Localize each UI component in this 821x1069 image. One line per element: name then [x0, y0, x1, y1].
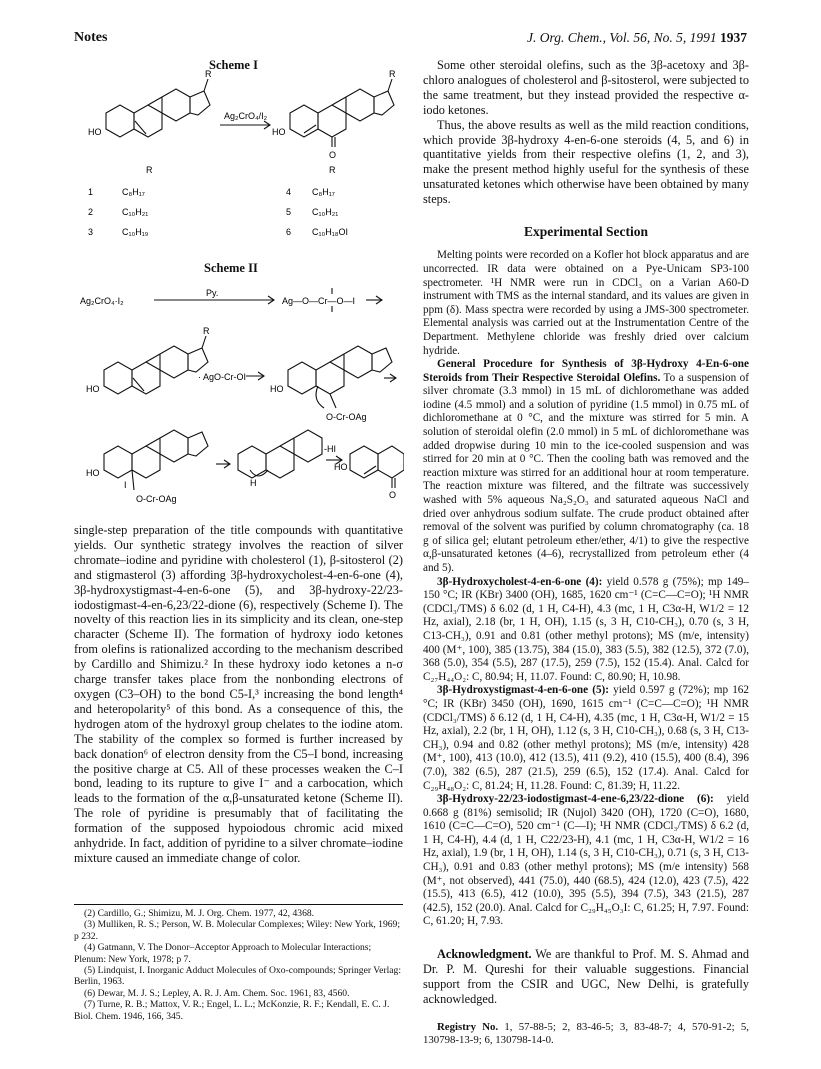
scheme-1-row1-num-l: 1 — [88, 187, 94, 197]
scheme-2-drawing — [74, 258, 404, 516]
acknowledgment-heading: Acknowledgment. — [437, 947, 532, 962]
compound-5-body: yield 0.597 g (72%); mp 162 °C; IR (KBr) 3450 (OH), 1690, 1615 cm⁻¹ (C=C—C=O); ¹H NMR (CDCl₃/TMS) δ 6.12 (d, 1 H, C4-H), 4.35 (mc, 1 H, C3α-H, W1/2 = 15 Hz, axial), 2.2 (br, 1 H, OH), 1.12 (s, 3 H, C10-CH₃), 0.68 (s, 3 H, C13-CH₃), 0.94 and 0.82 (other methyl protons); MS (m/e, intensity) 428 (M⁺, 100), 413 (10.0), 412 (13.5), 411 (9.2), 410 (15.5), 400 (8.4), 396 (7.0), 382 (6.5), 287 (21.5), 259 (6.5), 152 (17.4). Anal. Calcd for C₂₉H₄₈O₂: C, 81.24; H, 11.28. Found: C, 81.39; H, 11.22. — [423, 684, 749, 792]
registry-heading: Registry No. — [437, 1020, 499, 1033]
scheme-2-hydrogen: H — [250, 478, 257, 488]
scheme-1-oxo: O — [329, 150, 337, 160]
scheme-1-row2-r-l: C₁₀H₂₁ — [122, 207, 149, 217]
running-head-left: Notes — [74, 30, 108, 45]
reference-item: (7) Turne, R. B.; Mattox, V. R.; Engel, L. L.; McKonzie, R. F.; Kendall, E. C. J. Biol. Chem. 1946, 166, 345. — [74, 999, 390, 1022]
scheme-1-ho-right: HO — [272, 127, 286, 137]
section-title: Experimental Section — [523, 224, 649, 240]
compound-6 — [423, 793, 749, 929]
left-paragraph: single-step preparation of the title compounds with quantitative yields. Our synthetic strategy involves the reaction of silver chromate–iodine and pyridine with cholesterol (1), β-sitosterol (2) and stigmasterol (3) affording 3β-hydroxycholest-4-en-6-one (4), 3β-hydroxystigmast-4-en-6-one (5), and 3β-hydroxy-22/23-iodostigmast-4-en-6,23/22-dione (6), respectively (Scheme I). The novelty of this reaction lies in its simplicity and its clean, one-step character (Scheme II). The formation of hydroxy iodo ketones from olefins is rationalized according to the mechanism described by Cardillo and Shimizu.² In these hydroxy iodo ketones a n-σ charge transfer takes place from the nonbonding electrons of oxygen (C3–OH) to the bond C5-I,³ increasing the bond length⁴ and heteropolarity⁵ of this bond. As a consequence of this, the hydrogen atom of the hydroxyl group chelates to the iodine atom. The stability of the complex so formed is further increased by back donation⁶ of electron density from the C5–I bond, increasing the positive charge at C5. All of these processes weaken the C–I bond, leading to its rupture to give I⁻ and a carbocation, which leads to the formation of the α,β-unsaturated ketone (Scheme II). The role of pyridine is presumably that of facilitating the formation of the supposed hypoiodous chromic acid mixed anhydride. In fact, addition of pyridine to a silver chromate–iodine mixture caused an immediate change of color. — [74, 523, 403, 865]
scheme-1-col-head-right: R — [329, 165, 336, 175]
scheme-2-oag-bottom: O-Cr-OAg — [136, 494, 177, 504]
reference-item: (5) Lindquist, I. Inorganic Adduct Molecules of Oxo-compounds; Springer Verlag: Berlin, 1963. — [74, 965, 401, 988]
general-procedure-body: To a suspension of silver chromate (3.3 mmol) in 15 mL of dichloromethane was added iodine (4.5 mmol) and a solution of pyridine (1.5 mmol) in 0.75 mL of dichloromethane at 0 °C, and the mixture was stirred for 5 min. A solution of steroidal olefin (2.0 mmol) in 5 mL of dichloromethane was added dropwise during 10 min to the ice-cooled suspension and was stirred for 20 min at 0 °C. Then the cooling bath was removed and the reaction mixture was stirred for an additional hour at room temperature. The reaction mixture was filtered, and the filtrate was successively washed with 5% aqueous Na₂S₂O₃ and saturated aqueous NaCl and dried over anhydrous sodium sulfate. The crude product obtained after removal of the solvent was purified by column chromatography (ca. 18 g of silica gel; elutant petroleum ether/ether, 4/1) to give the respective α,β-unsaturated ketones (4–6), recrystallized from petroleum ether (4 and 5). — [423, 371, 749, 575]
scheme-2-product-top: Ag—O—Cr—O—I — [282, 296, 356, 306]
scheme-1-title: Scheme I — [209, 58, 258, 72]
running-head-right — [527, 30, 747, 46]
scheme-1-row2-r-r: C₁₀H₂₁ — [312, 207, 339, 217]
acknowledgment-body: We are thankful to Prof. M. S. Ahmad and Dr. P. M. Qureshi for their valuable suggestions. Financial support from the CSIR and UGC, New Delhi, is gratefully acknowledged. — [423, 947, 749, 1006]
scheme-1-reagent: Ag₂CrO₄/I₂ — [224, 111, 268, 121]
scheme-1-row3-r-l: C₁₀H₁₉ — [122, 227, 149, 237]
compound-5-heading: 3β-Hydroxystigmast-4-en-6-one (5): — [437, 684, 609, 697]
scheme-1-row2-num-l: 2 — [88, 207, 94, 217]
scheme-2-ho-mid: HO — [270, 384, 284, 394]
journal-name: J. Org. Chem., — [526, 30, 606, 45]
scheme-2-ho-right: HO — [334, 462, 348, 472]
scheme-1-row1-r-l: C₈H₁₇ — [122, 187, 145, 197]
left-body-text — [74, 523, 403, 866]
scheme-2-mid-reagent: · AgO-Cr-OI — [198, 372, 247, 382]
page-number: 1937 — [720, 30, 747, 45]
acknowledgment — [423, 947, 749, 1007]
scheme-2-r-left: R — [203, 326, 210, 336]
general-procedure-heading: General Procedure for Synthesis of 3β-Hydroxy 4-En-6-one Steroids from Their Respective Steroidal Olefins. — [423, 358, 749, 384]
reference-item: (3) Mulliken, R. S.; Person, W. B. Molecular Complexes; Wiley: New York, 1969; p 232. — [74, 919, 401, 942]
compound-4 — [423, 576, 749, 685]
compound-6-body: yield 0.668 g (81%) semisolid; IR (Nujol) 3420 (OH), 1720 (C=O), 1680, 1610 (C=C—C=O), 520 cm⁻¹ (C—I); ¹H NMR (CDCl₃/TMS) δ 6.2 (d, 1 H, C4-H), 4.4 (d, 1 H, C22/23-H), 4.1 (mc, 1 H, C3α-H, W1/2 = 16 Hz, axial), 1.9 (br, 1 H, OH), 1.14 (s, 3 H, C10-CH₃), 0.71 (s, 3 H, C13-CH₃), 0.91 and 0.83 (other methyl protons); MS (m/e intensity) 568 (M⁺, not observed), 441 (75.0), 440 (68.5), 424 (12.0), 423 (7.5), 422 (15.5), 413 (6.5), 412 (10.0), 395 (5.5), 394 (7.5), 343 (21.5), 287 (42.5), 152 (20.0). Anal. Calcd for C₂₉H₄₅O₃I: C, 61.25; H, 7.97. Found: C, 61.20; H, 7.93. — [423, 793, 749, 928]
compound-4-heading: 3β-Hydroxycholest-4-en-6-one (4): — [437, 575, 603, 588]
registry-numbers — [423, 1021, 749, 1047]
scheme-2-arrow-label: Py. — [206, 288, 219, 298]
reference-item: (4) Gatmann, V. The Donor–Acceptor Approach to Molecular Interactions; Plenum: New York, 1978; p 7. — [74, 942, 372, 965]
right-column — [423, 58, 749, 1047]
scheme-2-oag-mid: O-Cr-OAg — [326, 412, 367, 422]
scheme-1-col-head-left: R — [146, 165, 153, 175]
compound-4-body: yield 0.578 g (75%); mp 149–150 °C; IR (KBr) 3400 (OH), 1685, 1620 cm⁻¹ (C=C—C=O); ¹H NMR (CDCl₃/TMS) δ 6.02 (d, 1 H, C4-H), 4.3 (mc, 1 H, C3α-H, W1/2 = 12 Hz, axial), 2.18 (br, 1 H, OH), 1.15 (s, 3 H, C10-CH₃), 0.70 (s, 3 H, C13-CH₃), 0.91 and 0.81 (other methyl protons); MS (m/e, intensity) 400 (M⁺, 100), 385 (13.75), 384 (15.0), 383 (5.5), 382 (12.5), 372 (7.0), 368 (5.0), 354 (5.5), 287 (17.5), 259 (7.5), 152 (15.4). Anal. Calcd for C₂₇H₄₄O₂: C, 80.94; H, 11.07. Found: C, 80.90; H, 10.98. — [423, 575, 749, 683]
registry-body: 1, 57-88-5; 2, 83-46-5; 3, 83-48-7; 4, 570-91-2; 5, 130798-13-9; 6, 130798-14-0. — [423, 1020, 749, 1046]
scheme-2-iodine: I — [124, 480, 127, 490]
scheme-1-row3-num-l: 3 — [88, 227, 94, 237]
right-paragraph: Thus, the above results as well as the mild reaction conditions, which provide 3β-hydroxy 4-en-6-one steroids (4, 5, and 6) in quantitative yields from their respective olefins (1, 2, and 3), make the present method highly useful for the synthesis of these unsaturated ketones which otherwise have been obtained by many steps. — [423, 117, 749, 207]
right-paragraph: Some other steroidal olefins, such as the 3β-acetoxy and 3β-chloro analogues of cholesterol and β-sitosterol, were subjected to the same treatment, but they instead provided the respective α-iodo ketones. — [423, 58, 749, 117]
general-procedure — [423, 358, 749, 576]
scheme-1-row3-r-r: C₁₀H₁₈OI — [312, 227, 349, 237]
scheme-1-row1-r-r: C₈H₁₇ — [312, 187, 335, 197]
scheme-2 — [74, 258, 404, 516]
scheme-1-r-left: R — [205, 69, 212, 79]
scheme-1-row3-num-r: 6 — [286, 227, 292, 237]
compound-6-heading: 3β-Hydroxy-22/23-iodostigmast-4-ene-6,23/22-dione (6): — [437, 793, 714, 806]
scheme-1 — [74, 55, 404, 245]
scheme-1-ho-left: HO — [88, 127, 102, 137]
reference-item: (2) Cardillo, G.; Shimizu, M. J. Org. Chem. 1977, 42, 4368. — [84, 908, 315, 919]
scheme-1-drawing — [74, 55, 404, 245]
scheme-2-ho-bottom: HO — [86, 468, 100, 478]
compound-5 — [423, 684, 749, 793]
footnote-references — [74, 904, 403, 1022]
scheme-1-row1-num-r: 4 — [286, 187, 292, 197]
journal-volume: Vol. 56, No. 5, 1991 — [609, 30, 717, 45]
experimental-intro: Melting points were recorded on a Kofler hot block apparatus and are uncorrected. IR data were obtained on a Pye-Unicam SP3-100 spectrometer. ¹H NMR were run in CDCl₃ on a Varian A60-D instrument with TMS as the internal standard, and its values are given in ppm (δ). Mass spectra were recorded by using a JMS-300 spectrometer. Elemental analysis was carried out at the Instrumentation Centre of the Department. Methylene chloride was freshly dried over calcium hydride. — [423, 249, 749, 357]
scheme-1-row2-num-r: 5 — [286, 207, 292, 217]
scheme-1-r-right: R — [389, 69, 396, 79]
scheme-2-minus-hi: -HI — [324, 444, 336, 454]
scheme-2-reagent-left: Ag₂CrO₄·I₂ — [80, 296, 124, 306]
scheme-2-ho-left: HO — [86, 384, 100, 394]
scheme-2-oxo: O — [389, 490, 397, 500]
scheme-2-title: Scheme II — [204, 261, 258, 275]
reference-item: (6) Dewar, M. J. S.; Lepley, A. R. J. Am. Chem. Soc. 1961, 83, 4560. — [84, 987, 350, 999]
